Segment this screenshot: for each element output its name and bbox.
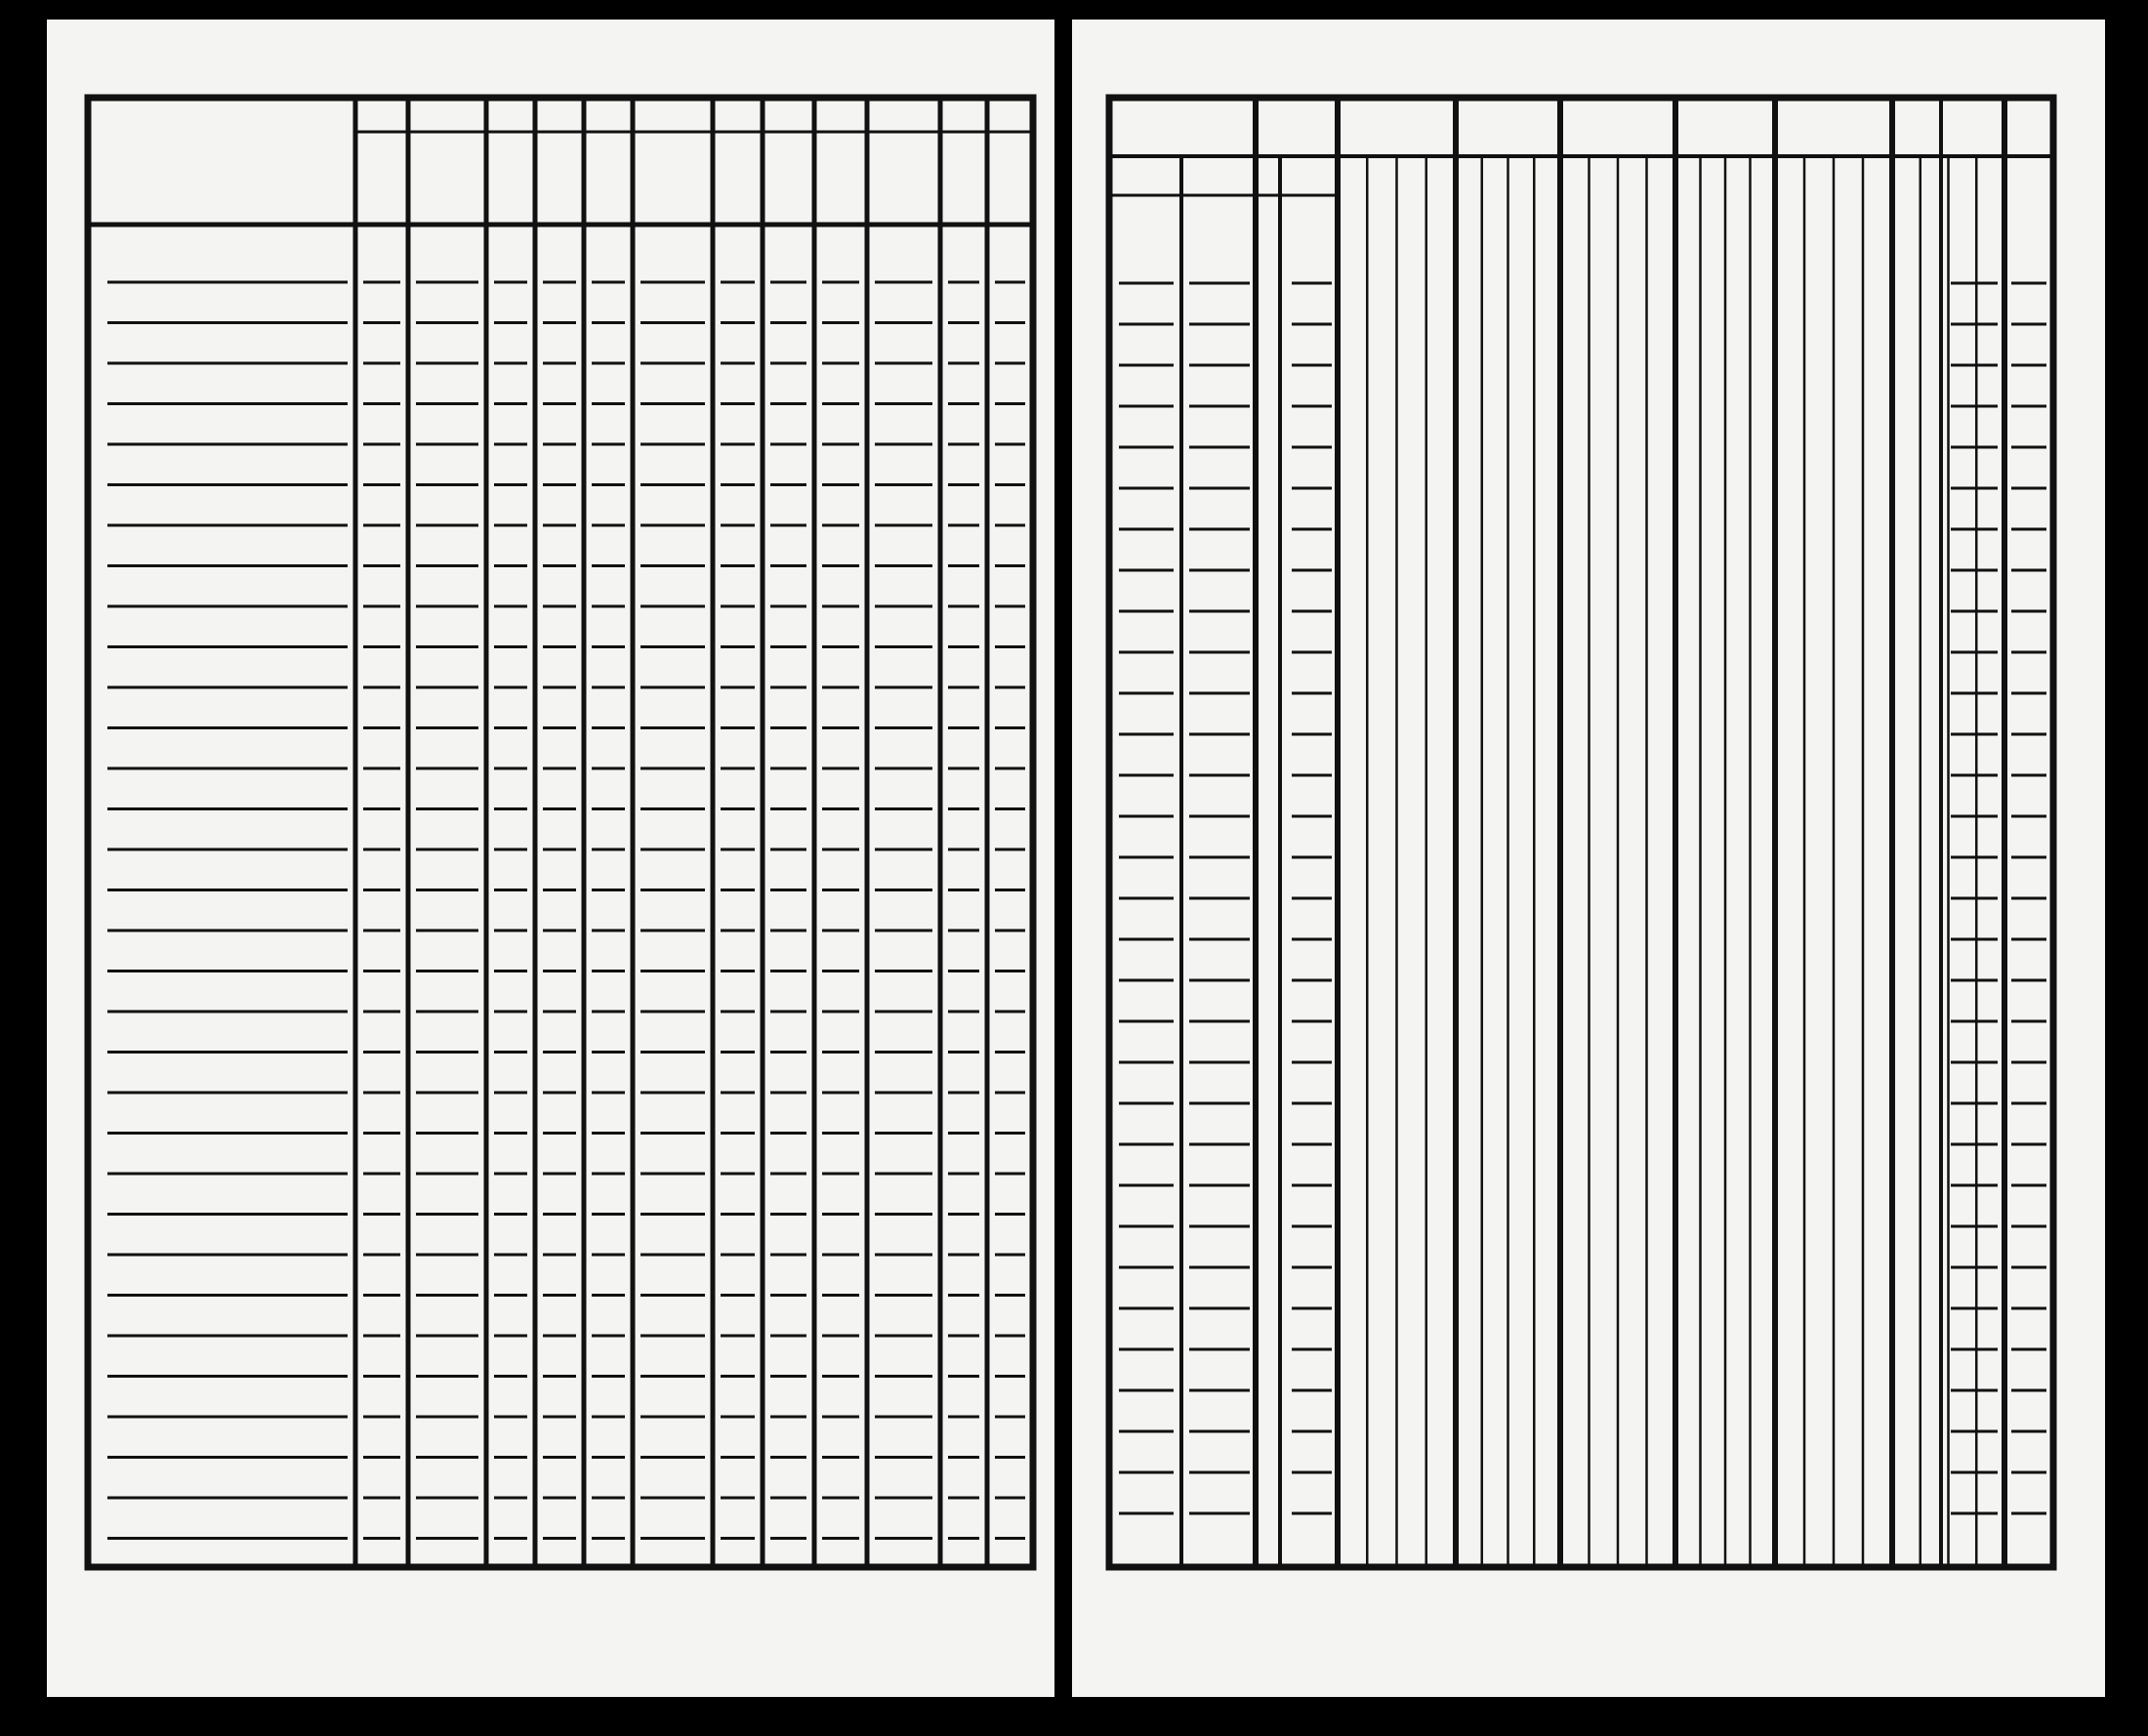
- left-page: [47, 20, 1054, 1697]
- right-table-frame: [1109, 98, 2053, 1567]
- left-table-frame: [88, 98, 1033, 1567]
- right-register-grid: [1072, 20, 2105, 1697]
- left-register-grid: [47, 20, 1054, 1697]
- right-page: [1072, 20, 2105, 1697]
